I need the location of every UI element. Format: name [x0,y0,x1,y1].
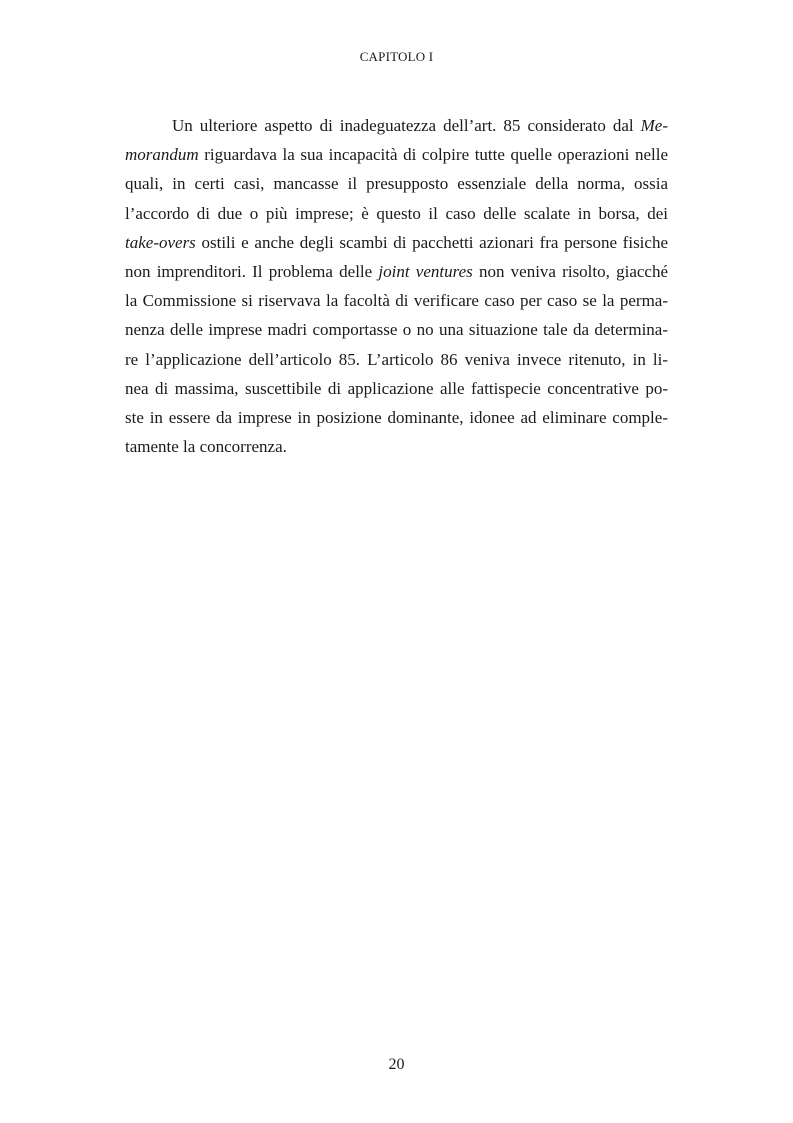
text-line [125,140,668,169]
italic-term: Me- [640,116,668,135]
text-line [125,257,668,286]
text-run: ostili e anche degli scambi di pacchetti azionari fra persone fisiche [195,232,668,252]
text-line [125,111,668,140]
text-run: non imprenditori. Il problema delle [125,262,379,282]
text-line: nenza delle imprese madri comportasse o no una situazione tale da determina- [125,320,668,340]
text-line: tamente la concorrenza. [125,437,287,457]
text-run: Un ulteriore aspetto di inadeguatezza dell’art. 85 considerato dal [172,116,641,135]
text-line [125,228,668,257]
text-line: ste in essere da imprese in posizione dominante, idonee ad eliminare comple- [125,408,668,428]
text-run: riguardava la sua incapacità di colpire tutte quelle operazioni nelle [198,145,668,165]
text-run: non veniva risolto, giacché [472,262,668,282]
running-header: CAPITOLO I [359,49,434,64]
italic-term: joint ventures [378,262,473,282]
italic-term: morandum [125,145,199,165]
text-line: re l’applicazione dell’articolo 85. L’articolo 86 veniva invece ritenuto, in li- [125,349,668,369]
body-paragraph [125,111,668,461]
text-line: nea di massima, suscettibile di applicazione alle fattispecie concentrative po- [125,378,668,398]
text-line: l’accordo di due o più imprese; è questo il caso delle scalate in borsa, dei [125,203,668,223]
text-line: la Commissione si riservava la facoltà di verificare caso per caso se la perma- [125,291,668,311]
italic-term: take-overs [125,232,196,252]
text-line: quali, in certi casi, mancasse il presupposto essenziale della norma, ossia [125,174,668,194]
page-number: 20 [388,1056,405,1073]
